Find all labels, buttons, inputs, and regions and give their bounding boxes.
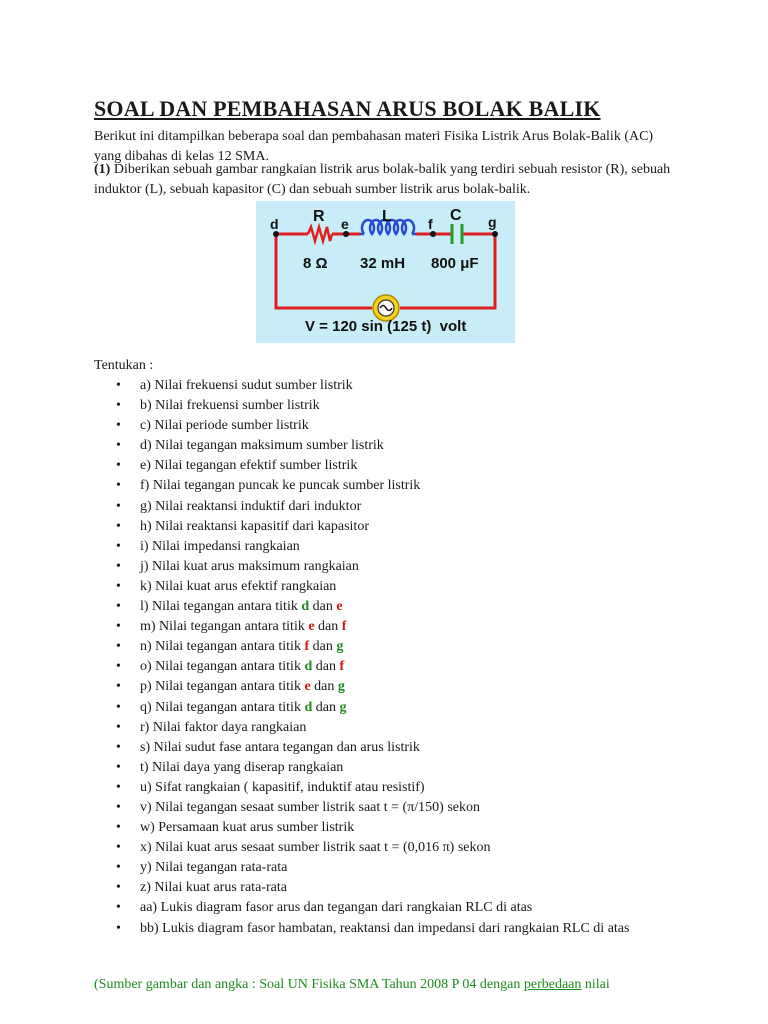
list-item: • z) Nilai kuat arus rata-rata xyxy=(94,878,674,898)
point-label: e xyxy=(304,679,311,695)
point-label: d xyxy=(304,659,313,675)
node-label-g: g xyxy=(488,214,497,230)
list-item: • d) Nilai tegangan maksimum sumber listrik xyxy=(94,436,674,456)
list-item: • f) Nilai tegangan puncak ke puncak sumber listrik xyxy=(94,476,674,496)
point-label: f xyxy=(304,639,310,655)
node-label-e: e xyxy=(341,216,349,232)
point-label: g xyxy=(336,639,344,655)
list-item: • y) Nilai tegangan rata-rata xyxy=(94,858,674,878)
point-label: e xyxy=(336,599,343,615)
list-item: • bb) Lukis diagram fasor hambatan, reaktansi dan impedansi dari rangkaian RLC di atas xyxy=(94,919,674,939)
inductor-value: 32 mH xyxy=(360,255,406,272)
list-item: • o) Nilai tegangan antara titik d dan f xyxy=(94,657,674,677)
point-label: g xyxy=(339,699,347,715)
source-equation: V = 120 sin (125 t) volt xyxy=(305,318,467,335)
question-1 xyxy=(94,160,674,200)
list-item: • i) Nilai impedansi rangkaian xyxy=(94,537,674,557)
list-item: • h) Nilai reaktansi kapasitif dari kapasitor xyxy=(94,517,674,537)
list-item: • g) Nilai reaktansi induktif dari induktor xyxy=(94,497,674,517)
task-list xyxy=(94,376,674,939)
intro-paragraph: Berikut ini ditampilkan beberapa soal dan pembahasan materi Fisika Listrik Arus Bolak-Balik (AC) yang dibahas di kelas 12 SMA. xyxy=(94,129,654,164)
inductor-label: L xyxy=(382,208,392,225)
list-item: • l) Nilai tegangan antara titik d dan e xyxy=(94,597,674,617)
list-item: • j) Nilai kuat arus maksimum rangkaian xyxy=(94,557,674,577)
list-item: • r) Nilai faktor daya rangkaian xyxy=(94,718,674,738)
point-label: d xyxy=(304,699,313,715)
list-item: • s) Nilai sudut fase antara tegangan dan arus listrik xyxy=(94,738,674,758)
point-label: f xyxy=(341,619,347,635)
question-text: Diberikan sebuah gambar rangkaian listrik arus bolak-balik yang terdiri sebuah resistor (R), sebuah induktor (L), sebuah kapasitor (C) dan sebuah sumber listrik arus bolak-balik. xyxy=(94,162,671,197)
list-item: • a) Nilai frekuensi sudut sumber listrik xyxy=(94,376,674,396)
list-item: • e) Nilai tegangan efektif sumber listrik xyxy=(94,456,674,476)
source-link[interactable]: perbedaan xyxy=(523,977,582,992)
point-label: d xyxy=(301,599,310,615)
point-label: e xyxy=(308,619,315,635)
list-item: • q) Nilai tegangan antara titik d dan g xyxy=(94,698,674,718)
capacitor-label: C xyxy=(450,207,462,224)
rlc-circuit-diagram xyxy=(256,201,515,343)
page-title: SOAL DAN PEMBAHASAN ARUS BOLAK BALIK xyxy=(94,96,601,121)
list-item: • b) Nilai frekuensi sumber listrik xyxy=(94,396,674,416)
list-item: • c) Nilai periode sumber listrik xyxy=(94,416,674,436)
source-note: (Sumber gambar dan angka : Soal UN Fisika SMA Tahun 2008 P 04 dengan perbedaan nilai xyxy=(94,977,610,992)
point-label: f xyxy=(339,659,345,675)
tentukan-label: Tentukan : xyxy=(94,358,154,373)
resistor-label: R xyxy=(313,208,325,225)
list-item: • p) Nilai tegangan antara titik e dan g xyxy=(94,677,674,697)
list-item: • m) Nilai tegangan antara titik e dan f xyxy=(94,617,674,637)
list-item: • u) Sifat rangkaian ( kapasitif, induktif atau resistif) xyxy=(94,778,674,798)
list-item: • n) Nilai tegangan antara titik f dan g xyxy=(94,637,674,657)
capacitor-value: 800 μF xyxy=(431,255,479,272)
list-item: • x) Nilai kuat arus sesaat sumber listrik saat t = (0,016 π) sekon xyxy=(94,838,674,858)
node-label-f: f xyxy=(428,216,433,232)
list-item: • aa) Lukis diagram fasor arus dan tegangan dari rangkaian RLC di atas xyxy=(94,898,674,918)
node-label-d: d xyxy=(270,216,279,232)
list-item: • k) Nilai kuat arus efektif rangkaian xyxy=(94,577,674,597)
list-item: • v) Nilai tegangan sesaat sumber listrik saat t = (π/150) sekon xyxy=(94,798,674,818)
point-label: g xyxy=(337,679,345,695)
resistor-value: 8 Ω xyxy=(303,255,328,272)
list-item: • t) Nilai daya yang diserap rangkaian xyxy=(94,758,674,778)
list-item: • w) Persamaan kuat arus sumber listrik xyxy=(94,818,674,838)
question-number: (1) xyxy=(94,162,111,177)
